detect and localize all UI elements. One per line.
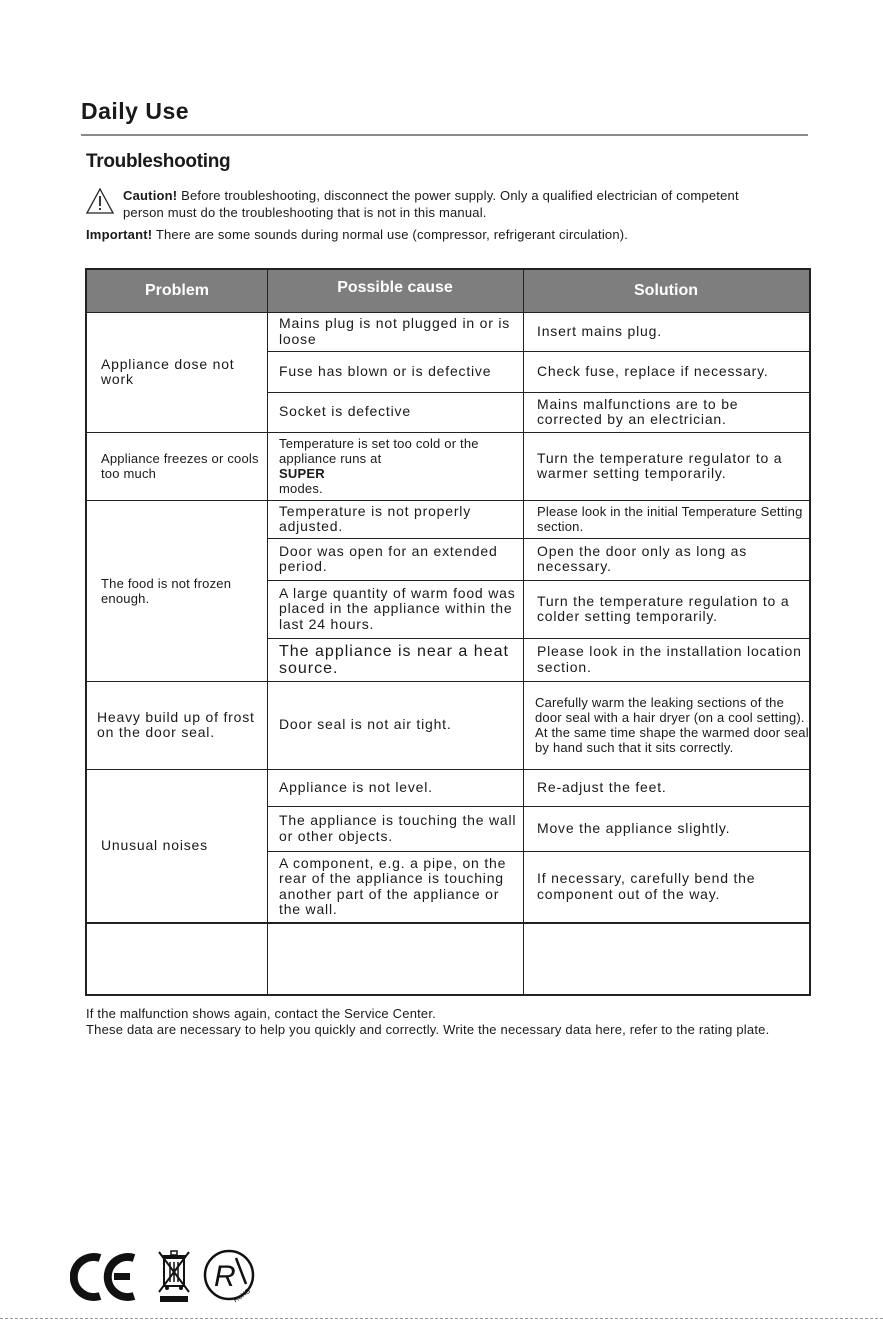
header-cause: Possible cause xyxy=(337,279,453,296)
svg-text:R: R xyxy=(214,1260,236,1293)
problem-cell: Appliance dose not work xyxy=(101,355,235,387)
section-title: Daily Use xyxy=(81,98,190,124)
important-notice xyxy=(86,226,806,243)
caution-text xyxy=(123,187,783,221)
certification-logos xyxy=(70,1248,270,1308)
title-divider xyxy=(81,134,808,136)
solution-cell: Turn the temperature regulator to a warmer setting temporarily. xyxy=(537,449,783,481)
svg-text:RoHS: RoHS xyxy=(232,1287,252,1304)
problem-cell: Unusual noises xyxy=(101,836,208,853)
solution-cell: Open the door only as long as necessary. xyxy=(537,542,747,574)
cause-cell: Mains plug is not plugged in or is loose xyxy=(279,315,511,347)
super-mode-label: SUPER xyxy=(279,466,325,481)
solution-cell: Insert mains plug. xyxy=(537,322,662,339)
troubleshooting-table xyxy=(85,268,811,996)
important-body: There are some sounds during normal use (compressor, refrigerant circulation). xyxy=(152,227,629,242)
caution-body: Before troubleshooting, disconnect the power supply. Only a qualified electrician of competent person must do the troubleshooting that is not in this manual. xyxy=(123,188,739,220)
cause-cell: A large quantity of warm food was placed in the appliance within the last 24 hours. xyxy=(279,584,516,632)
header-solution: Solution xyxy=(634,282,698,299)
warning-triangle-icon xyxy=(85,187,115,215)
problem-cell: Heavy build up of frost on the door seal. xyxy=(97,708,255,740)
ce-mark-icon xyxy=(70,1252,140,1302)
rohs-mark-icon xyxy=(202,1248,258,1304)
cause-cell xyxy=(279,432,519,500)
footer-note xyxy=(86,1006,806,1038)
cause-cell: The appliance is near a heat source. xyxy=(279,642,509,677)
cause-cell: Door seal is not air tight. xyxy=(279,716,452,733)
caution-notice xyxy=(85,187,785,223)
solution-cell: Move the appliance slightly. xyxy=(537,819,731,836)
problem-cell: Appliance freezes or cools too much xyxy=(101,451,259,481)
problem-cell: The food is not frozen enough. xyxy=(101,575,232,606)
solution-cell: Re-adjust the feet. xyxy=(537,778,667,795)
solution-cell: Mains malfunctions are to be corrected by an electrician. xyxy=(537,395,739,427)
crossed-out-wheelie-bin-icon xyxy=(156,1248,192,1304)
header-problem: Problem xyxy=(144,282,209,299)
cause-cell: Fuse has blown or is defective xyxy=(279,362,492,379)
page-bottom-rule xyxy=(0,1318,883,1319)
solution-cell: Carefully warm the leaking sections of the door seal with a hair dryer (on a cool setting). At the same time shape the warmed door seal by hand such that it sits correctly. xyxy=(535,695,809,755)
cause-cell: Door was open for an extended period. xyxy=(279,542,498,574)
cause-text-tail: modes. xyxy=(279,481,323,496)
important-label: Important! xyxy=(86,227,153,242)
cause-cell: Temperature is not properly adjusted. xyxy=(279,502,472,534)
cause-cell: Socket is defective xyxy=(279,403,411,420)
column-divider xyxy=(523,270,524,994)
problem-cell xyxy=(101,922,261,994)
subsection-title: Troubleshooting xyxy=(86,151,231,172)
cause-cell: A component, e.g. a pipe, on the rear of the appliance is touching another part of the appliance or the wall. xyxy=(279,854,507,917)
solution-cell: If necessary, carefully bend the component out of the way. xyxy=(537,870,756,902)
solution-cell: Turn the temperature regulation to a colder setting temporarily. xyxy=(537,592,790,624)
solution-cell: Please look in the initial Temperature Setting section. xyxy=(537,504,803,534)
cause-text: Temperature is set too cold or the appliance runs at xyxy=(279,436,479,466)
caution-label: Caution! xyxy=(123,188,178,203)
column-divider xyxy=(267,270,268,994)
footer-line: If the malfunction shows again, contact the Service Center. xyxy=(86,1006,436,1021)
cause-cell: The appliance is touching the wall or other objects. xyxy=(279,812,517,844)
cause-cell: Appliance is not level. xyxy=(279,778,433,795)
solution-cell: Please look in the installation location section. xyxy=(537,643,802,675)
solution-cell: Check fuse, replace if necessary. xyxy=(537,362,769,379)
footer-line: These data are necessary to help you quickly and correctly. Write the necessary data here, refer to the rating plate. xyxy=(86,1022,770,1037)
